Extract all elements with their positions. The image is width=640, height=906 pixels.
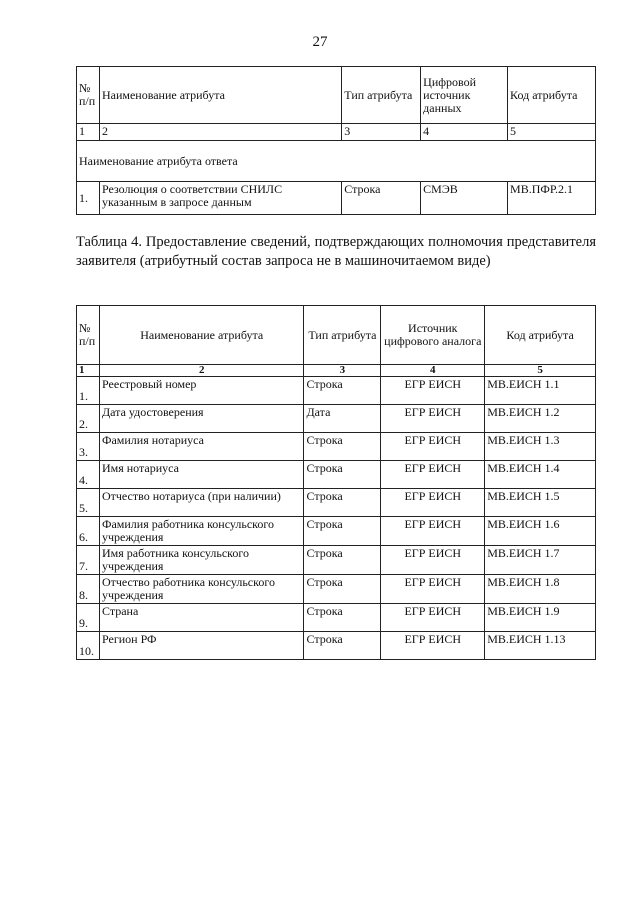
cell-attribute-type: Строка (304, 461, 381, 489)
cell-attribute-code: МВ.ЕИСН 1.1 (485, 377, 596, 405)
table-caption: Таблица 4. Предоставление сведений, подтверждающих полномочия представителя заявителя (атрибутный состав запроса не в машиночитаемом виде) (76, 234, 596, 269)
header-cell: Источник цифрового аналога (381, 306, 485, 365)
cell-attribute-code: МВ.ЕИСН 1.3 (485, 433, 596, 461)
cell-attribute-type: Строка (304, 377, 381, 405)
response-attributes-table (76, 66, 596, 215)
cell-attribute-name: Отчество работника консульского учреждения (99, 575, 304, 604)
cell-attribute-name: Дата удостоверения (99, 405, 304, 433)
column-number: 5 (485, 365, 596, 377)
cell-attribute-name: Фамилия нотариуса (99, 433, 304, 461)
cell-attribute-type: Строка (304, 489, 381, 517)
cell-attribute-code: МВ.ЕИСН 1.4 (485, 461, 596, 489)
table-row (77, 632, 596, 660)
column-number: 5 (508, 124, 596, 141)
table-row (77, 517, 596, 546)
cell-attribute-name: Резолюция о соответствии СНИЛС указанным в запросе данным (99, 182, 341, 215)
table-row (77, 461, 596, 489)
cell-number: 6. (77, 517, 100, 546)
cell-source: ЕГР ЕИСН (381, 575, 485, 604)
cell-number: 3. (77, 433, 100, 461)
table-row (77, 405, 596, 433)
table-row (77, 377, 596, 405)
cell-number: 5. (77, 489, 100, 517)
cell-number: 8. (77, 575, 100, 604)
table-header-row (77, 306, 596, 365)
cell-number: 10. (77, 632, 100, 660)
table-row (77, 575, 596, 604)
cell-source: ЕГР ЕИСН (381, 489, 485, 517)
cell-attribute-code: МВ.ЕИСН 1.7 (485, 546, 596, 575)
cell-attribute-name: Имя работника консульского учреждения (99, 546, 304, 575)
header-cell: Код атрибута (508, 67, 596, 124)
table-row (77, 182, 596, 215)
cell-attribute-name: Реестровый номер (99, 377, 304, 405)
header-cell: Тип атрибута (304, 306, 381, 365)
header-cell: Наименование атрибута (99, 306, 304, 365)
cell-attribute-code: МВ.ЕИСН 1.2 (485, 405, 596, 433)
cell-source: ЕГР ЕИСН (381, 461, 485, 489)
column-number-row (77, 365, 596, 377)
cell-attribute-type: Строка (304, 604, 381, 632)
cell-number: 2. (77, 405, 100, 433)
column-number: 3 (304, 365, 381, 377)
cell-attribute-type: Строка (342, 182, 421, 215)
column-number: 3 (342, 124, 421, 141)
cell-source: ЕГР ЕИСН (381, 377, 485, 405)
header-cell: Код атрибута (485, 306, 596, 365)
representative-authority-table (76, 305, 596, 660)
cell-attribute-name: Фамилия работника консульского учреждения (99, 517, 304, 546)
cell-source: ЕГР ЕИСН (381, 405, 485, 433)
table-row (77, 489, 596, 517)
cell-number: 1. (77, 182, 100, 215)
cell-source: СМЭВ (421, 182, 508, 215)
cell-attribute-code: МВ.ПФР.2.1 (508, 182, 596, 215)
cell-source: ЕГР ЕИСН (381, 546, 485, 575)
cell-attribute-type: Строка (304, 575, 381, 604)
column-number: 1 (77, 124, 100, 141)
cell-attribute-type: Строка (304, 546, 381, 575)
column-number-row (77, 124, 596, 141)
table-body (77, 377, 596, 660)
header-cell: № п/п (77, 306, 100, 365)
cell-attribute-type: Дата (304, 405, 381, 433)
cell-number: 1. (77, 377, 100, 405)
column-number: 1 (77, 365, 100, 377)
column-number: 2 (99, 124, 341, 141)
cell-number: 4. (77, 461, 100, 489)
cell-attribute-code: МВ.ЕИСН 1.8 (485, 575, 596, 604)
cell-attribute-type: Строка (304, 517, 381, 546)
cell-source: ЕГР ЕИСН (381, 632, 485, 660)
section-row (77, 141, 596, 182)
cell-number: 7. (77, 546, 100, 575)
cell-attribute-code: МВ.ЕИСН 1.9 (485, 604, 596, 632)
header-cell: Наименование атрибута (99, 67, 341, 124)
cell-attribute-type: Строка (304, 632, 381, 660)
cell-attribute-name: Регион РФ (99, 632, 304, 660)
cell-source: ЕГР ЕИСН (381, 433, 485, 461)
header-cell: № п/п (77, 67, 100, 124)
cell-attribute-name: Страна (99, 604, 304, 632)
cell-attribute-code: МВ.ЕИСН 1.6 (485, 517, 596, 546)
header-cell: Тип атрибута (342, 67, 421, 124)
cell-attribute-type: Строка (304, 433, 381, 461)
table-row (77, 546, 596, 575)
column-number: 2 (99, 365, 304, 377)
page-number: 27 (312, 34, 328, 50)
cell-source: ЕГР ЕИСН (381, 604, 485, 632)
cell-number: 9. (77, 604, 100, 632)
cell-source: ЕГР ЕИСН (381, 517, 485, 546)
cell-attribute-code: МВ.ЕИСН 1.13 (485, 632, 596, 660)
cell-attribute-name: Имя нотариуса (99, 461, 304, 489)
column-number: 4 (381, 365, 485, 377)
header-cell: Цифровой источник данных (421, 67, 508, 124)
column-number: 4 (421, 124, 508, 141)
table-row (77, 604, 596, 632)
table-row (77, 433, 596, 461)
section-title: Наименование атрибута ответа (77, 141, 596, 182)
cell-attribute-name: Отчество нотариуса (при наличии) (99, 489, 304, 517)
table-header-row (77, 67, 596, 124)
cell-attribute-code: МВ.ЕИСН 1.5 (485, 489, 596, 517)
